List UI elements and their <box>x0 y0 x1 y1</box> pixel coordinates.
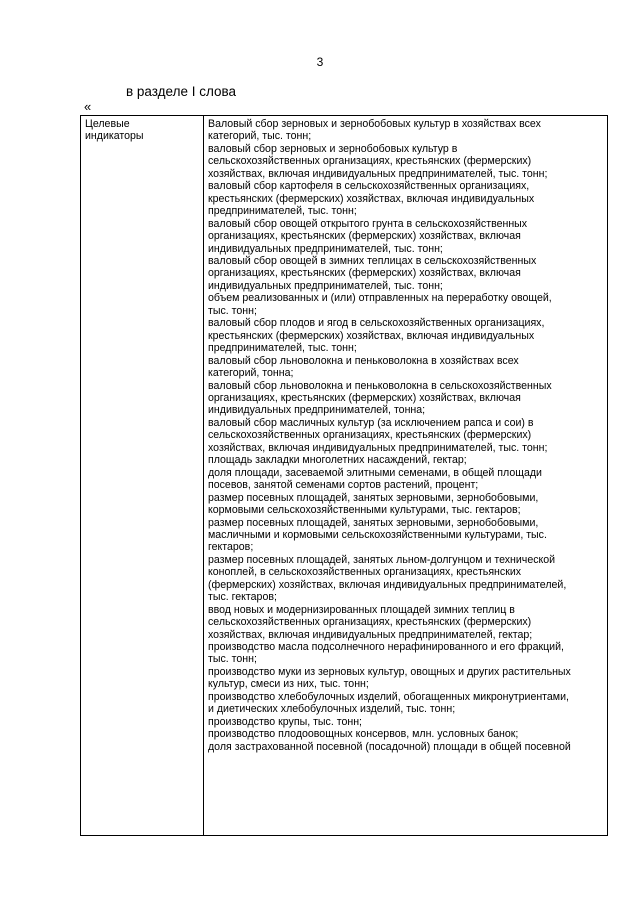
indicator-line: тыс. тонн; <box>208 304 257 317</box>
indicator-line: предпринимателей, тыс. тонн; <box>208 205 357 218</box>
indicator-line: объем реализованных и (или) отправленных на переработку овощей, <box>208 292 552 305</box>
indicator-line: и диетических хлебобулочных изделий, тыс. тонн; <box>208 703 456 716</box>
indicator-line: Валовый сбор зерновых и зернобобовых культур в хозяйствах всех <box>208 118 541 130</box>
label-line: Целевые <box>85 118 130 130</box>
indicator-line: сельскохозяйственных организациях, крестьянских (фермерских) <box>208 616 532 629</box>
indicator-line: размер посевных площадей, занятых зерновыми, зернобобовыми, <box>208 491 539 504</box>
indicator-line: хозяйствах, включая индивидуальных предпринимателей, тыс. тонн; <box>208 441 548 454</box>
indicator-line: валовый сбор плодов и ягод в сельскохозяйственных организациях, <box>208 317 545 330</box>
indicator-line: доля застрахованной посевной (посадочной) площади в общей посевной <box>208 740 571 753</box>
opening-quote: « <box>84 99 92 114</box>
indicator-line: валовый сбор льноволокна и пеньковолокна в сельскохозяйственных <box>208 379 552 392</box>
indicator-line: ввод новых и модернизированных площадей зимних теплиц в <box>208 603 515 616</box>
indicator-line: доля площади, засеваемой элитными семенами, в общей площади <box>208 466 542 479</box>
indicator-line: производство масла подсолнечного нерафинированного и его фракций, <box>208 641 564 654</box>
indicator-line: хозяйствах, включая индивидуальных предпринимателей, тыс. тонн; <box>208 167 548 180</box>
indicator-line: индивидуальных предпринимателей, тыс. тонн; <box>208 279 443 292</box>
indicator-line: производство крупы, тыс. тонн; <box>208 715 362 728</box>
indicator-line: (фермерских) хозяйствах, включая индивидуальных предпринимателей, <box>208 578 567 591</box>
indicator-line: валовый сбор масличных культур (за исключением рапса и сои) в <box>208 416 534 429</box>
indicator-line: посевов, занятой семенами сортов растений, процент; <box>208 479 479 492</box>
indicator-line: производство плодоовощных консервов, млн. условных банок; <box>208 728 519 741</box>
indicator-line: коноплей, в сельскохозяйственных организациях, крестьянских <box>208 566 522 579</box>
indicator-line: тыс. тонн; <box>208 653 257 666</box>
indicator-line: валовый сбор картофеля в сельскохозяйственных организациях, <box>208 180 530 193</box>
label-cell <box>81 116 204 836</box>
indicator-line: масличными и кормовыми сельскохозяйственными культурами, тыс. <box>208 528 547 541</box>
indicator-line: валовый сбор овощей в зимних теплицах в сельскохозяйственных <box>208 254 537 267</box>
indicator-line: предпринимателей, тыс. тонн; <box>208 342 357 355</box>
indicator-line: сельскохозяйственных организациях, крестьянских (фермерских) <box>208 155 532 168</box>
indicator-line: категорий, тыс. тонн; <box>208 130 312 143</box>
indicator-line: тыс. гектаров; <box>208 591 277 604</box>
indicator-line: валовый сбор зерновых и зернобобовых культур в <box>208 142 458 155</box>
indicator-line: индивидуальных предпринимателей, тыс. тонн; <box>208 242 443 255</box>
indicator-line: размер посевных площадей, занятых льном-долгунцом и технической <box>208 553 556 566</box>
label-line: индикаторы <box>85 130 144 143</box>
indicator-line: организациях, крестьянских (фермерских) хозяйствах, включая <box>208 230 521 243</box>
indicator-line: гектаров; <box>208 541 254 554</box>
indicator-line: организациях, крестьянских (фермерских) хозяйствах, включая <box>208 391 521 404</box>
indicator-line: индивидуальных предпринимателей, тонна; <box>208 404 426 417</box>
indicator-line: кормовыми сельскохозяйственными культурами, тыс. гектаров; <box>208 504 521 517</box>
indicator-line: крестьянских (фермерских) хозяйствах, включая индивидуальных <box>208 192 535 205</box>
indicator-line: культур, смеси из них, тыс. тонн; <box>208 678 369 691</box>
indicator-line: сельскохозяйственных организациях, крестьянских (фермерских) <box>208 429 532 442</box>
table-row <box>81 116 608 836</box>
indicator-line: хозяйствах, включая индивидуальных предпринимателей, гектар; <box>208 628 533 641</box>
indicators-cell <box>204 116 608 836</box>
indicator-line: категорий, тонна; <box>208 367 294 380</box>
indicator-line: крестьянских (фермерских) хозяйствах, включая индивидуальных <box>208 329 535 342</box>
indicator-line: валовый сбор овощей открытого грунта в сельскохозяйственных <box>208 217 528 230</box>
indicator-line: производство муки из зерновых культур, овощных и других растительных <box>208 665 571 678</box>
indicator-line: производство хлебобулочных изделий, обогащенных микронутриентами, <box>208 690 569 703</box>
indicator-line: валовый сбор льноволокна и пеньковолокна в хозяйствах всех <box>208 354 519 367</box>
indicator-line: организациях, крестьянских (фермерских) хозяйствах, включая <box>208 267 521 280</box>
indicators-table <box>80 115 608 836</box>
page-number: 3 <box>316 55 324 69</box>
indicator-line: площадь закладки многолетних насаждений, гектар; <box>208 454 467 467</box>
indicator-line: размер посевных площадей, занятых зерновыми, зернобобовыми, <box>208 516 539 529</box>
intro-text: в разделе I слова <box>126 84 237 99</box>
